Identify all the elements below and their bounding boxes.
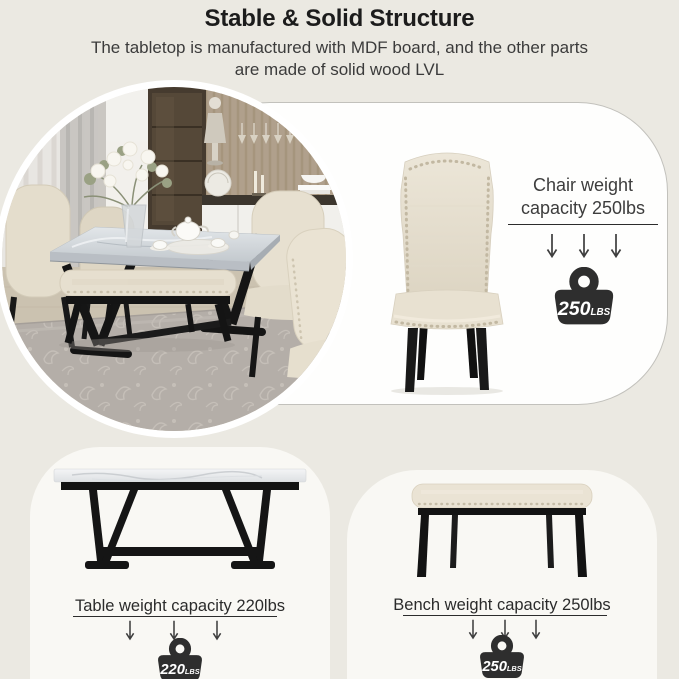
down-arrow-icon [125,620,135,641]
table-weight-unit: LBS [184,667,200,677]
table-legs [85,490,275,569]
table-weight-value: 220 [160,662,185,679]
chair-legs [405,322,489,392]
chair-weight-badge [551,267,617,327]
kettlebell-weight-icon [551,267,617,327]
chair-capacity-caption-line2: capacity 250lbs [520,198,646,218]
down-arrow-icon [578,233,590,259]
bench-capacity-caption: Bench weight capacity 250lbs [393,596,611,614]
down-arrow-icon [546,233,558,259]
down-arrow-icon [610,233,622,259]
chair-capacity-caption [488,174,678,220]
chair-capacity-caption-line1: Chair weight [532,175,634,195]
chair-caption-underline [508,224,658,225]
page-title: Stable & Solid Structure [204,5,475,32]
page-subtitle-line1: The tabletop is manufactured with MDF board, and the other parts [90,38,589,57]
page-subtitle-line2: are made of solid wood LVL [234,60,445,79]
chair-back [401,153,494,298]
chair-weight-value: 250 [557,298,591,321]
down-arrow-icon [531,619,541,640]
bench-legs [417,515,587,577]
table-capacity-caption: Table weight capacity 220lbs [74,597,286,615]
bench-weight-unit: LBS [506,664,522,674]
table-image [52,467,308,587]
kettlebell-weight-icon [155,638,205,679]
dining-room-scene-illustration [2,87,346,431]
bench-image [409,482,595,580]
bench-weight-badge [477,635,527,679]
bench-weight-value: 250 [482,659,507,676]
bench-illustration [409,482,595,580]
table-capacity-card [30,447,330,679]
table-caption-underline [73,616,277,617]
kettlebell-weight-icon [477,635,527,679]
table-weight-badge [155,638,205,679]
table-illustration [52,467,308,587]
dining-set-photo [0,80,353,438]
down-arrow-icon [212,620,222,641]
bench-caption-underline [403,615,607,616]
chair-weight-unit: LBS [590,307,611,319]
dining-room-scene [2,87,346,431]
chair-capacity-arrows [546,233,622,259]
bench-capacity-card [347,470,657,679]
